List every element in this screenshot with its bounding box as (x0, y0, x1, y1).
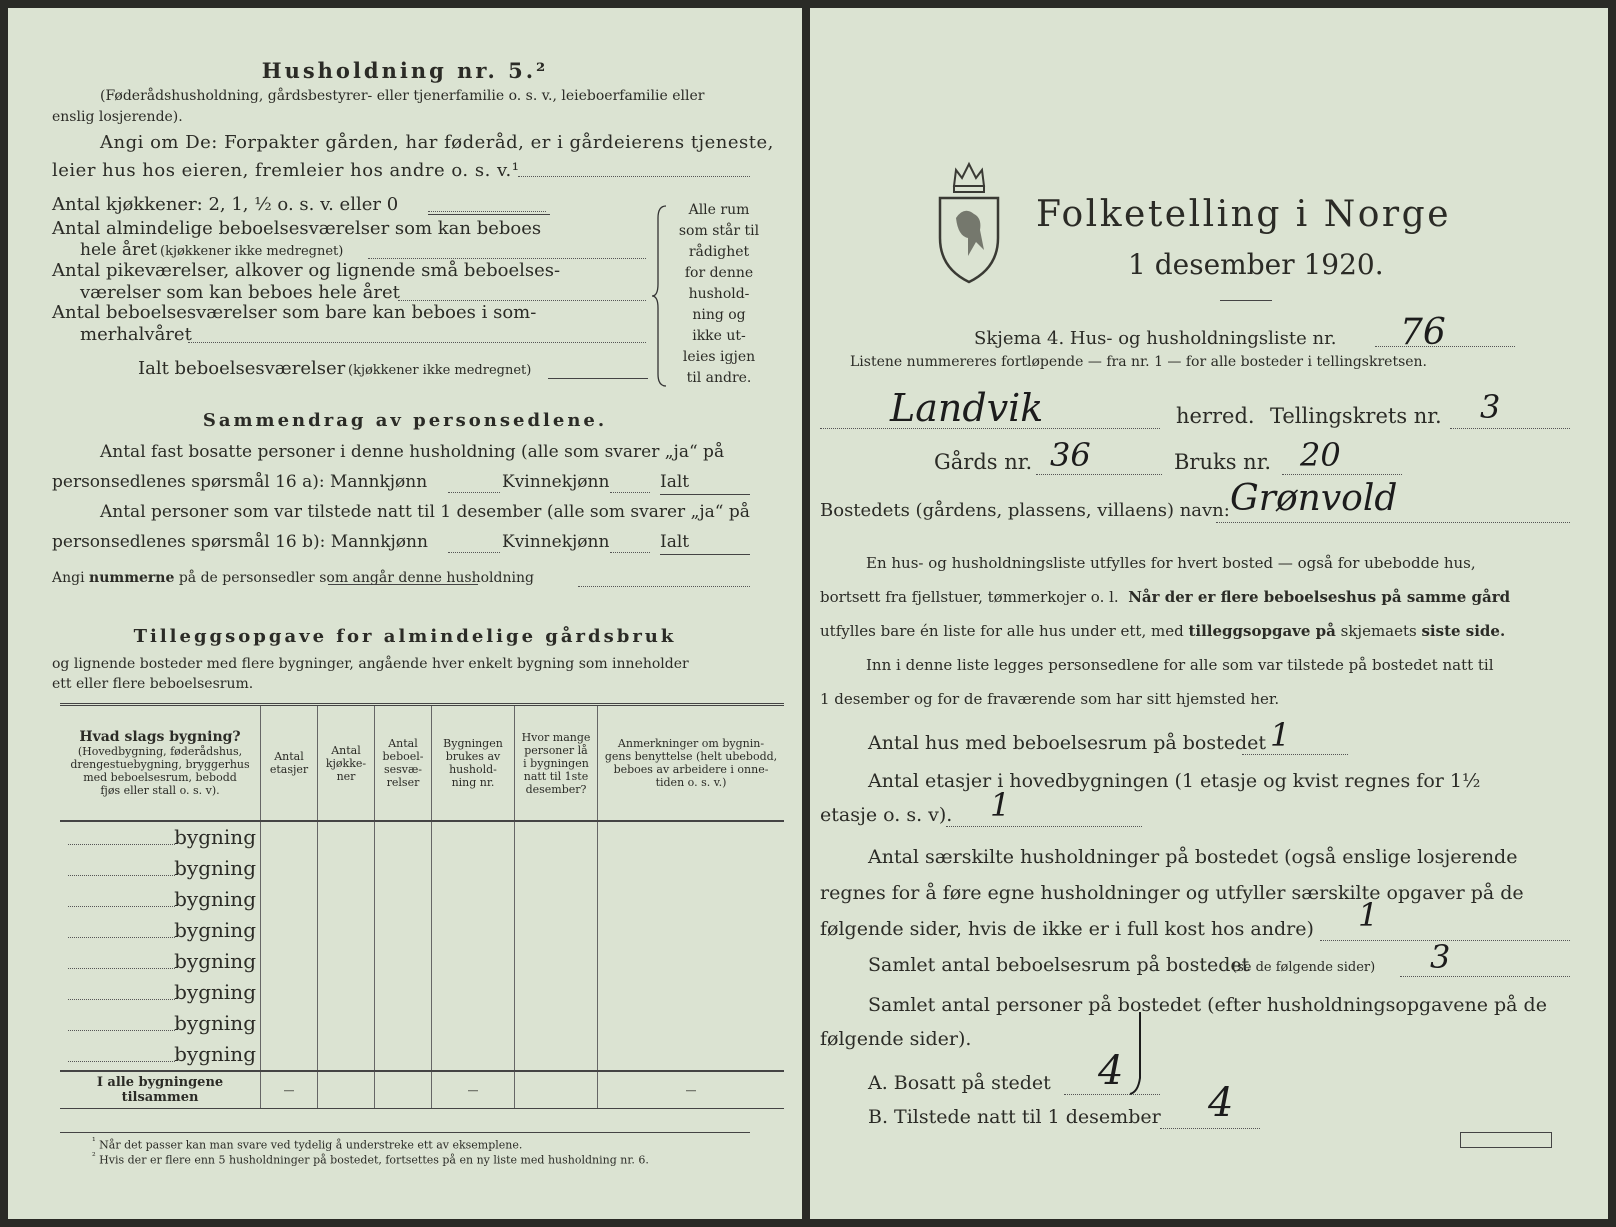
building-label: bygning (174, 825, 256, 849)
table-cell (432, 1008, 515, 1039)
gards-value: 36 (1050, 436, 1091, 474)
total-2-label: Ialt (660, 532, 690, 552)
header-line: ner (336, 769, 356, 783)
table-cell (261, 1008, 318, 1039)
header-line: Antal (331, 743, 361, 757)
building-type-line (68, 1030, 175, 1031)
rooms-label-note: (kjøkkener ikke medregnet) (160, 244, 344, 259)
instruction-line-2b: Når der er flere beboelseshus på samme gård (1128, 588, 1511, 606)
instruction-line-3a: utfylles bare én liste for alle hus under ett, med (820, 622, 1184, 640)
brace-note-line: til andre. (686, 370, 752, 386)
table-cell (318, 1008, 375, 1039)
q-houses-line (1242, 754, 1348, 755)
small-rooms-label-2: værelser som kan beboes hele året (80, 282, 400, 303)
table-cell (318, 884, 375, 915)
building-type-cell (60, 1008, 261, 1039)
table-cell (375, 1008, 432, 1039)
building-label: bygning (174, 1042, 256, 1066)
header-line: (Hovedbygning, føderådshus, (77, 745, 243, 758)
header-line: natt til 1ste (523, 769, 589, 783)
instruction-line-2a: bortsett fra fjellstuer, tømmerkojer o. l. (820, 588, 1119, 606)
footnote-2 (92, 1151, 649, 1167)
table-row (60, 1039, 784, 1071)
header-line: gens benyttelse (helt ubebodd, (604, 750, 778, 763)
printer-stamp (1460, 1132, 1552, 1148)
resident-label: A. Bosatt på stedet (868, 1072, 1051, 1094)
angi-line-1: Angi om De: Forpakter gården, har føderåd, er i gårdeierens tjeneste, (100, 132, 774, 153)
table-cell (318, 946, 375, 977)
building-type-cell (60, 821, 261, 853)
table-cell (432, 915, 515, 946)
header-line: Anmerkninger om bygnin- (617, 737, 765, 750)
table-cell (375, 977, 432, 1008)
building-label: bygning (174, 856, 256, 880)
header-line: tiden o. s. v.) (655, 776, 727, 789)
header-line: Antal (274, 750, 304, 763)
q-households-label-2: regnes for å føre egne husholdninger og utfyller særskilte opgaver på de (820, 882, 1524, 904)
table-cell (261, 853, 318, 884)
household-heading: Husholdning nr. 5.² (261, 58, 549, 83)
header-line: brukes av (445, 750, 501, 763)
table-cell (375, 884, 432, 915)
table-cell (261, 977, 318, 1008)
table-row (60, 853, 784, 884)
krets-label: Tellingskrets nr. (1270, 404, 1442, 428)
header-household-nr (432, 705, 515, 822)
title-divider (1220, 300, 1272, 301)
header-line: Hvor mange (521, 730, 591, 744)
rooms-label-2: hele året (80, 240, 158, 260)
instruction-line-3b: tilleggsopgave på (1188, 622, 1336, 640)
header-line: relser (386, 776, 420, 789)
q-persons-label-2: følgende sider). (820, 1028, 972, 1050)
header-line: med beboelsesrum, bebodd (83, 771, 237, 784)
header-line: fjøs eller stall o. s. v). (100, 784, 220, 797)
total-1-label: Ialt (660, 472, 690, 492)
q-rooms-note: (se de følgende sider) (1232, 960, 1376, 975)
table-cell (515, 977, 598, 1008)
table-cell (375, 1039, 432, 1071)
building-type-cell (60, 915, 261, 946)
building-type-cell (60, 946, 261, 977)
instruction-line-5: 1 desember og for de fraværende som har sitt hjemsted her. (820, 690, 1280, 708)
total-2-line (660, 554, 750, 555)
table-cell (318, 821, 375, 853)
q-houses-label: Antal hus med beboelsesrum på bostedet (868, 732, 1267, 754)
table-cell (515, 853, 598, 884)
header-line: i bygningen (523, 756, 589, 770)
table-cell (375, 915, 432, 946)
right-page (810, 8, 1608, 1219)
table-cell (598, 821, 785, 853)
total-rooms-note: (kjøkkener ikke medregnet) (348, 363, 532, 378)
header-remarks (598, 705, 785, 822)
q-persons-label-1: Samlet antal personer på bostedet (efter husholdningsopgavene på de (868, 994, 1547, 1016)
building-type-cell (60, 977, 261, 1008)
numbering-note: Listene nummereres fortløpende — fra nr. 1 — for alle bosteder i tellingskretsen. (850, 354, 1428, 370)
present-line (1160, 1128, 1260, 1129)
instruction-line-3 (820, 622, 1505, 640)
summary-heading: Sammendrag av personsedlene. (202, 410, 608, 431)
building-label: bygning (174, 980, 256, 1004)
q-floors-value: 1 (990, 786, 1011, 824)
male-2-line (448, 552, 500, 553)
header-line: kjøkke- (325, 756, 367, 770)
header-line: etasjer (269, 763, 309, 776)
bruks-line (1282, 474, 1402, 475)
building-type-line (68, 875, 175, 876)
table-cell (515, 915, 598, 946)
table-cell (515, 946, 598, 977)
header-rooms (375, 705, 432, 822)
table-row (60, 1008, 784, 1039)
herred-value: Landvik (890, 386, 1044, 430)
male-1-line (448, 492, 500, 493)
table-cell (375, 821, 432, 853)
table-row (60, 977, 784, 1008)
table-header-row (60, 705, 784, 822)
table-cell (261, 946, 318, 977)
table-cell (432, 977, 515, 1008)
buildings-table-body (60, 821, 784, 1071)
table-total-row (60, 1071, 784, 1109)
present-label: B. Tilstede natt til 1 desember (868, 1106, 1161, 1128)
instruction-line-2 (820, 588, 1510, 606)
summer-rooms-label-1: Antal beboelsesværelser som bare kan beboes i som- (52, 302, 537, 323)
building-label: bygning (174, 918, 256, 942)
bosted-line (1216, 522, 1570, 523)
numbers-label-c: på de personsedler som angår denne husholdning (174, 570, 534, 586)
building-type-line (68, 937, 175, 938)
table-cell (515, 884, 598, 915)
table-cell (318, 1039, 375, 1071)
brace-note-line: ikke ut- (692, 328, 746, 344)
supplement-sub-1: og lignende bosteder med flere bygninger, angående hver enkelt bygning som inneholder (52, 656, 689, 672)
table-cell (318, 915, 375, 946)
header-line: desember? (525, 782, 587, 796)
header-kitchens (318, 705, 375, 822)
header-line: Antal (388, 737, 418, 750)
total-1-line (660, 494, 750, 495)
table-cell (261, 884, 318, 915)
summer-rooms-answer-line (188, 342, 646, 343)
table-cell (515, 821, 598, 853)
table-cell (598, 853, 785, 884)
coat-of-arms-icon (934, 158, 1004, 288)
building-label: bygning (174, 949, 256, 973)
household-sub-2: enslig losjerende). (52, 109, 183, 125)
building-type-cell (60, 853, 261, 884)
female-1-line (610, 492, 650, 493)
header-line: beboes av arbeidere i onne- (613, 763, 769, 776)
household-sub-1: (Føderådshusholdning, gårdsbestyrer- eller tjenerfamilie o. s. v., leieboerfamilie eller (100, 88, 705, 104)
bruks-label: Bruks nr. (1174, 450, 1272, 474)
total-persons (515, 1071, 598, 1109)
table-cell (432, 821, 515, 853)
instruction-line-3d: siste side. (1421, 622, 1506, 640)
bruks-value: 20 (1300, 436, 1341, 474)
total-household: — (432, 1071, 515, 1109)
female-2-line (610, 552, 650, 553)
building-type-line (68, 844, 175, 845)
summary-line-4: personsedlenes spørsmål 16 b): Mannkjønn (52, 532, 428, 552)
herred-label: herred. (1176, 404, 1255, 428)
small-rooms-answer-line (398, 300, 646, 301)
instruction-line-1: En hus- og husholdningsliste utfylles for hvert bosted — også for ubebodde hus, (866, 554, 1476, 572)
building-type-line (68, 968, 175, 969)
total-kitchens (318, 1071, 375, 1109)
angi-answer-line (518, 176, 750, 177)
handwritten-stroke-icon (1128, 1008, 1148, 1098)
brace-note-line: som står til (678, 223, 760, 239)
rooms-label-1: Antal almindelige beboelsesværelser som kan beboes (52, 218, 542, 239)
table-cell (598, 884, 785, 915)
table-cell (261, 1039, 318, 1071)
kitchens-answer-line (428, 214, 550, 215)
header-line: ning nr. (451, 776, 495, 789)
present-value: 4 (1208, 1080, 1234, 1126)
q-rooms-line (1400, 976, 1570, 977)
supplement-heading: Tilleggsopgave for almindelige gårdsbruk (133, 626, 677, 647)
brace-note-line: ning og (692, 307, 746, 323)
table-cell (261, 915, 318, 946)
brace-note-line: hushold- (688, 286, 750, 302)
instruction-line-4: Inn i denne liste legges personsedlene for alle som var tilstede på bostedet natt til (866, 656, 1494, 674)
krets-line (1450, 428, 1570, 429)
table-cell (598, 1008, 785, 1039)
table-cell (432, 946, 515, 977)
kitchens-label: Antal kjøkkener: 2, 1, ½ o. s. v. eller 0 (52, 194, 399, 215)
header-line: personer lå (524, 743, 588, 757)
table-row (60, 946, 784, 977)
gards-label: Gårds nr. (934, 450, 1033, 474)
gards-line (1036, 474, 1162, 475)
kitchens-dots (428, 211, 546, 212)
q-rooms-value: 3 (1430, 938, 1451, 976)
brace-note-line: for denne (684, 265, 754, 281)
instruction-line-3c: skjemaets (1335, 622, 1422, 640)
table-cell (515, 1039, 598, 1071)
building-label: bygning (174, 887, 256, 911)
table-cell (432, 884, 515, 915)
building-type-cell (60, 1039, 261, 1071)
footnote-1-text: Når det passer kan man svare ved tydelig å understreke ett av eksemplene. (99, 1138, 523, 1152)
brace-note-line: Alle rum (688, 202, 750, 218)
female-1-label: Kvinnekjønn (502, 472, 610, 492)
q-floors-line (946, 826, 1142, 827)
header-building-type (60, 705, 261, 822)
header-line: beboel- (382, 750, 424, 763)
q-households-label-3: følgende sider, hvis de ikke er i full kost hos andre) (820, 918, 1314, 940)
building-label: bygning (174, 1011, 256, 1035)
table-cell (375, 853, 432, 884)
female-2-label: Kvinnekjønn (502, 532, 610, 552)
small-rooms-label-1: Antal pikeværelser, alkover og lignende små beboelses- (52, 260, 561, 281)
table-cell (375, 946, 432, 977)
schema-nr-value: 76 (1400, 312, 1446, 353)
q-houses-value: 1 (1270, 716, 1291, 754)
table-row (60, 884, 784, 915)
numbers-answer-line (578, 586, 750, 587)
header-line: Bygningen (443, 737, 503, 750)
summary-line-1: Antal fast bosatte personer i denne husholdning (alle som svarer „ja“ på (100, 442, 725, 462)
total-remarks: — (598, 1071, 785, 1109)
table-cell (515, 1008, 598, 1039)
header-line: hushold- (449, 763, 497, 776)
brace-note (676, 200, 762, 389)
q-households-label-1: Antal særskilte husholdninger på bostedet (også enslige losjerende (868, 846, 1518, 868)
footnote-2-text: Hvis der er flere enn 5 husholdninger på bostedet, fortsettes på en ny liste med husholdning nr. 6. (99, 1153, 649, 1167)
summary-line-3: Antal personer som var tilstede natt til 1 desember (alle som svarer „ja“ på (100, 502, 750, 522)
q-floors-label-1: Antal etasjer i hovedbygningen (1 etasje og kvist regnes for 1½ (868, 770, 1481, 792)
total-rooms (375, 1071, 432, 1109)
header-floors (261, 705, 318, 822)
building-type-line (68, 1061, 175, 1062)
brace-note-line: rådighet (688, 244, 750, 260)
resident-value: 4 (1098, 1048, 1124, 1094)
brace-note-line: leies igjen (682, 349, 756, 365)
rooms-answer-line (368, 258, 646, 259)
building-type-line (68, 906, 175, 907)
krets-value: 3 (1480, 388, 1501, 426)
footnote-1 (92, 1136, 522, 1152)
left-page (8, 8, 802, 1219)
building-type-line (68, 999, 175, 1000)
footnote-2-mark: ² (92, 1151, 96, 1162)
bosted-value: Grønvold (1230, 478, 1398, 519)
q-floors-label-2: etasje o. s. v). (820, 804, 953, 826)
table-cell (598, 946, 785, 977)
numbers-label-a: Angi (52, 570, 90, 586)
building-type-cell (60, 884, 261, 915)
q-rooms-label: Samlet antal beboelsesrum på bostedet (868, 954, 1250, 976)
q-households-value: 1 (1358, 896, 1379, 934)
table-row (60, 915, 784, 946)
footnote-1-mark: ¹ (92, 1136, 96, 1147)
brace-icon (650, 204, 670, 388)
table-cell (261, 821, 318, 853)
numbers-label-b: nummerne (89, 570, 175, 586)
census-title: Folketelling i Norge (1036, 194, 1451, 235)
table-cell (318, 853, 375, 884)
footnote-rule (60, 1132, 750, 1133)
table-row (60, 821, 784, 853)
total-rooms-label: Ialt beboelsesværelser (138, 358, 346, 379)
angi-line-2: leier hus hos eieren, fremleier hos andre o. s. v.¹ (52, 160, 520, 181)
header-line: sesvæ- (383, 763, 423, 776)
supplement-sub-2: ett eller flere beboelsesrum. (52, 676, 254, 692)
header-line: drengestuebygning, bryggerhus (70, 758, 250, 771)
total-rooms-answer-line (548, 378, 648, 379)
header-persons (515, 705, 598, 822)
schema-label: Skjema 4. Hus- og husholdningsliste nr. (974, 328, 1337, 349)
bosted-label: Bostedets (gårdens, plassens, villaens) navn: (820, 500, 1230, 521)
numbers-short-line (328, 584, 478, 585)
table-cell (598, 915, 785, 946)
table-cell (598, 1039, 785, 1071)
table-cell (598, 977, 785, 1008)
total-label: I alle bygningene tilsammen (60, 1071, 261, 1109)
summer-rooms-label-2: merhalvåret (80, 324, 192, 345)
table-cell (318, 977, 375, 1008)
summary-line-2: personsedlenes spørsmål 16 a): Mannkjønn (52, 472, 428, 492)
census-date: 1 desember 1920. (1128, 248, 1384, 281)
table-cell (432, 1039, 515, 1071)
header-building-type-title: Hvad slags bygning? (79, 729, 241, 745)
total-floors: — (261, 1071, 318, 1109)
table-cell (432, 853, 515, 884)
buildings-table (60, 703, 784, 1109)
